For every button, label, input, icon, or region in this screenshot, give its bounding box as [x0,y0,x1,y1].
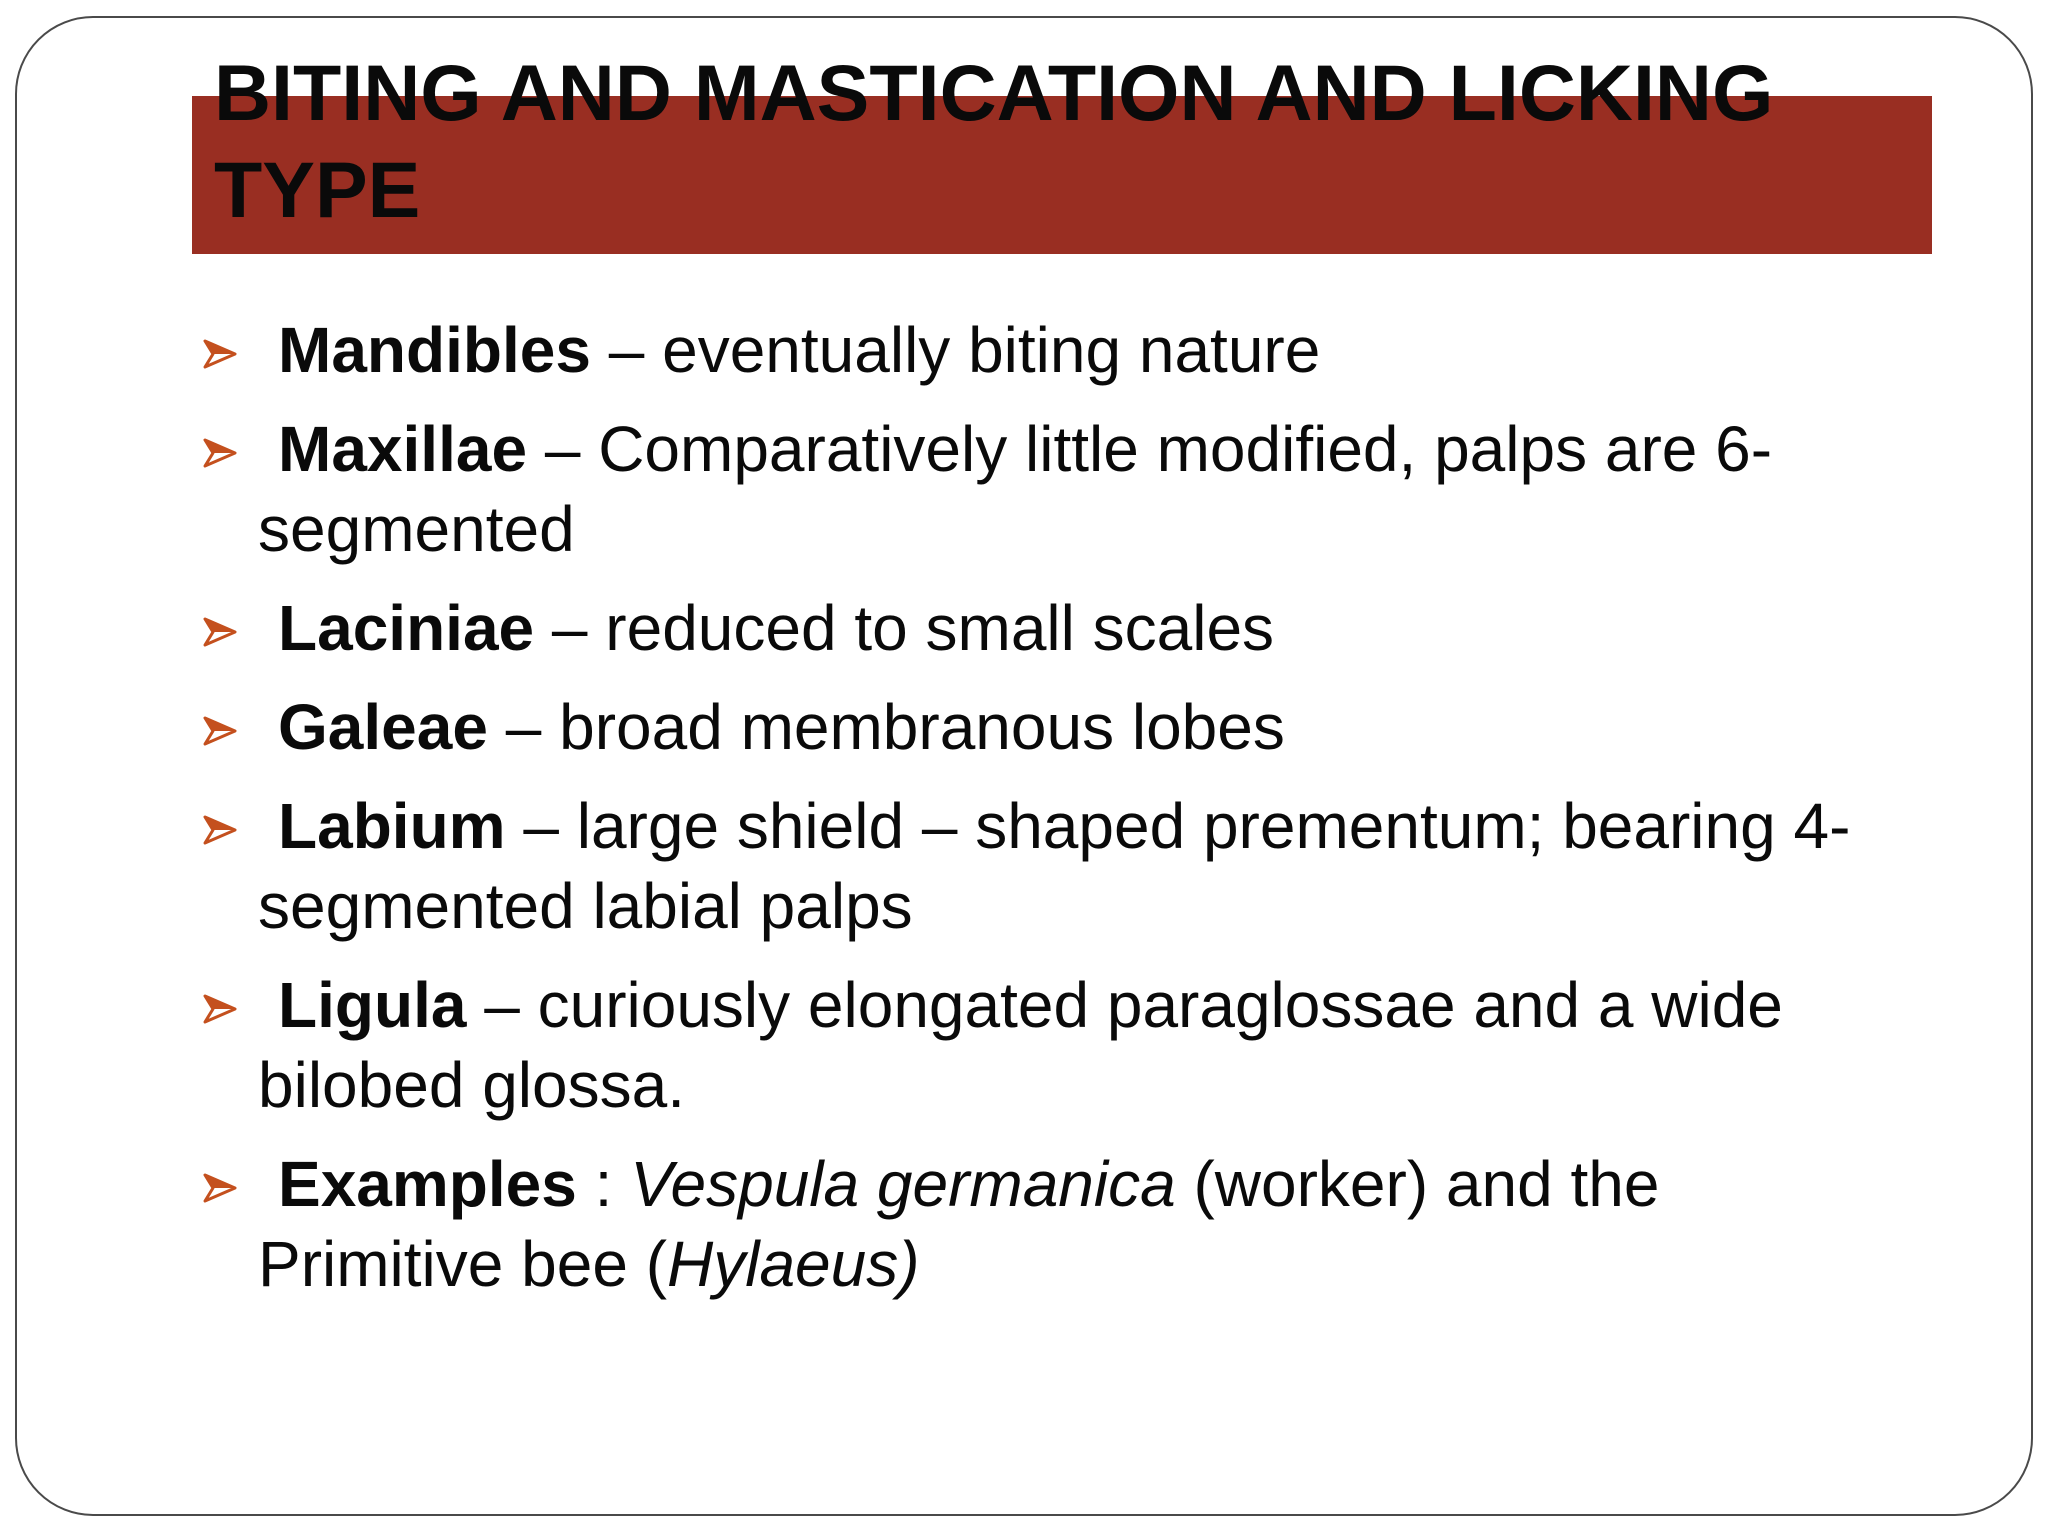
arrow-bullet-icon [202,614,238,650]
bullet-separator: : [576,1148,631,1220]
bullet-text: (worker) and the Primitive bee ( [258,1148,1660,1300]
bullet-separator: – [527,413,599,485]
arrow-bullet-icon [202,713,238,749]
arrow-bullet-icon [202,991,238,1027]
bullet-term: Ligula [278,969,467,1041]
bullet-text: Comparatively little modified, palps are 6-segmented [258,413,1773,565]
bullet-item-maxillae [200,409,1920,569]
bullet-text: large shield – shaped prementum; bearing 4-segmented labial palps [258,790,1851,942]
bullet-separator: – [534,592,606,664]
bullet-item-ligula [200,965,1920,1125]
bullet-item-examples [200,1144,1920,1304]
bullet-text: reduced to small scales [605,592,1275,664]
bullet-separator: – [466,969,538,1041]
species-name: Vespula germanica [630,1148,1176,1220]
bullet-list [200,310,1920,1323]
bullet-term: Examples [278,1148,577,1220]
bullet-text: curiously elongated paraglossae and a wide bilobed glossa. [258,969,1783,1121]
bullet-item-labium [200,786,1920,946]
bullet-item-laciniae [200,588,1920,668]
bullet-separator: – [590,314,663,386]
bullet-item-mandibles [200,310,1920,390]
bullet-term: Laciniae [278,592,535,664]
bullet-text: eventually biting nature [662,314,1321,386]
bullet-term: Mandibles [278,314,591,386]
bullet-term: Labium [278,790,506,862]
bullet-separator: – [487,691,560,763]
bullet-term: Galeae [278,691,488,763]
arrow-bullet-icon [202,812,238,848]
bullet-text: broad membranous lobes [559,691,1285,763]
genus-name: Hylaeus) [667,1228,920,1300]
arrow-bullet-icon [202,336,238,372]
bullet-separator: – [505,790,577,862]
arrow-bullet-icon [202,1170,238,1206]
slide-title: BITING AND MASTICATION AND LICKING TYPE [214,48,1774,234]
arrow-bullet-icon [202,435,238,471]
bullet-term: Maxillae [278,413,528,485]
bullet-item-galeae [200,687,1920,767]
